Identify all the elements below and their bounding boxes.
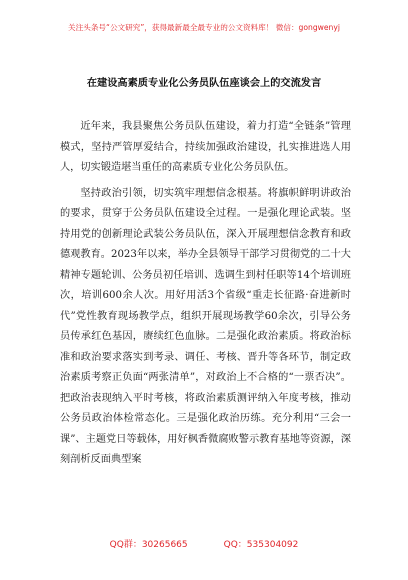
header-promo-note: 关注头条号“公文研究”，获得最新最全最专业的公文资料库！ 微信：gongwenyj: [68, 23, 340, 32]
footer-qq-group: QQ群：30265665: [109, 540, 188, 550]
document-body: [60, 117, 351, 476]
paragraph-intro: 近年来，我县聚焦公务员队伍建设，着力打造“全链条”管理模式，坚持严管厚爱结合，持续加强政治建设，扎实推进选人用人，切实锻造堪当重任的高素质专业化公务员队伍。: [60, 121, 351, 173]
footer-qq: QQ：535304092: [223, 540, 299, 550]
document-title: 在建设高素质专业化公务员队伍座谈会上的交流发言: [86, 78, 322, 89]
paragraph-political-guidance: 坚持政治引领，切实筑牢理想信念根基。将旗帜鲜明讲政治的要求，贯穿于公务员队伍建设全过程。一是强化理论武装。坚持用党的创新理论武装公务员队伍，深入开展理想信念教育和政德观教育。2023年以来，举办全县领导干部学习贯彻党的二十大精神专题轮训、公务员初任培训、选调生到村任职等14个培训班次，培训600余人次。用好用活3个省级“重走长征路·奋进新时代”党性教育现场教学点，组织开展现场教学60余次，引导公务员传承红色基因，赓续红色血脉。二是强化政治素质。将政治标准和政治要求落实到考录、调任、考核、晋升等各环节，制定政治素质考察正负面“两张清单”，对政治上不合格的“一票否决”。把政治表现纳入平时考核，将政治素质测评纳入年度考核，推动公务员政治体检常态化。三是强化政治历练。充分利用“三会一课”、主题党日等载体，用好枫香微腐败警示教育基地等资源，深刻剖析反面典型案: [60, 187, 351, 465]
footer-contact: [0, 537, 408, 550]
